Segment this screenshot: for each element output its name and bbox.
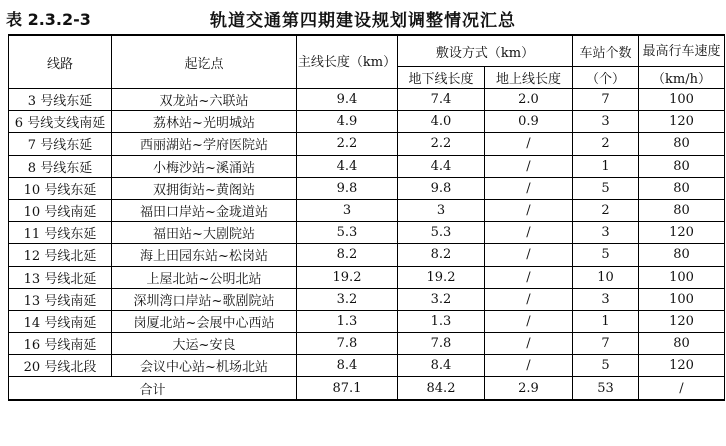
cell-main-length: 9.8	[297, 177, 398, 199]
cell-elevated: /	[485, 133, 573, 155]
table-row	[9, 111, 725, 133]
cell-elevated: 2.0	[485, 89, 573, 111]
cell-speed: 100	[639, 89, 725, 111]
cell-range: 上屋北站~公明北站	[112, 266, 297, 288]
table-row	[9, 333, 725, 355]
cell-line: 13 号线北延	[9, 266, 112, 288]
total-underground: 84.2	[398, 377, 485, 401]
cell-underground: 3	[398, 199, 485, 221]
table-number: 表 2.3.2-3	[6, 10, 91, 29]
cell-line: 6 号线支线南延	[9, 111, 112, 133]
cell-elevated: /	[485, 333, 573, 355]
cell-elevated: /	[485, 222, 573, 244]
table-title: 轨道交通第四期建设规划调整情况汇总	[210, 11, 516, 31]
summary-table	[8, 34, 725, 401]
cell-underground: 8.4	[398, 355, 485, 377]
cell-line: 12 号线北延	[9, 244, 112, 266]
total-label: 合计	[9, 377, 297, 401]
cell-stations: 1	[573, 155, 639, 177]
table-body	[9, 89, 725, 377]
cell-line: 14 号线南延	[9, 310, 112, 332]
total-stations: 53	[573, 377, 639, 401]
cell-main-length: 8.4	[297, 355, 398, 377]
cell-line: 3 号线东延	[9, 89, 112, 111]
cell-underground: 8.2	[398, 244, 485, 266]
col-header-range: 起讫点	[112, 35, 297, 89]
cell-underground: 4.0	[398, 111, 485, 133]
total-length: 87.1	[297, 377, 398, 401]
col-header-max-speed: 最高行车速度	[639, 35, 725, 67]
cell-stations: 3	[573, 288, 639, 310]
cell-line: 16 号线南延	[9, 333, 112, 355]
cell-stations: 2	[573, 199, 639, 221]
cell-range: 双拥街站~黄阁站	[112, 177, 297, 199]
cell-speed: 80	[639, 199, 725, 221]
cell-speed: 120	[639, 310, 725, 332]
cell-main-length: 4.9	[297, 111, 398, 133]
cell-elevated: /	[485, 288, 573, 310]
table-row	[9, 244, 725, 266]
table-row	[9, 355, 725, 377]
cell-underground: 1.3	[398, 310, 485, 332]
cell-range: 西丽湖站~学府医院站	[112, 133, 297, 155]
col-header-line: 线路	[9, 35, 112, 89]
cell-main-length: 3	[297, 199, 398, 221]
table-row	[9, 266, 725, 288]
total-speed: /	[639, 377, 725, 401]
cell-main-length: 1.3	[297, 310, 398, 332]
cell-main-length: 4.4	[297, 155, 398, 177]
table-row	[9, 199, 725, 221]
cell-stations: 10	[573, 266, 639, 288]
col-header-speed-unit: （km/h）	[639, 67, 725, 89]
cell-speed: 80	[639, 333, 725, 355]
cell-speed: 80	[639, 155, 725, 177]
cell-line: 20 号线北段	[9, 355, 112, 377]
table-row	[9, 222, 725, 244]
table-row	[9, 133, 725, 155]
cell-range: 海上田园东站~松岗站	[112, 244, 297, 266]
cell-stations: 7	[573, 333, 639, 355]
cell-elevated: /	[485, 266, 573, 288]
cell-underground: 2.2	[398, 133, 485, 155]
cell-main-length: 2.2	[297, 133, 398, 155]
cell-speed: 120	[639, 111, 725, 133]
total-elevated: 2.9	[485, 377, 573, 401]
cell-speed: 100	[639, 266, 725, 288]
cell-speed: 120	[639, 355, 725, 377]
cell-underground: 9.8	[398, 177, 485, 199]
cell-line: 10 号线东延	[9, 177, 112, 199]
cell-elevated: /	[485, 310, 573, 332]
cell-stations: 3	[573, 222, 639, 244]
cell-stations: 5	[573, 177, 639, 199]
cell-underground: 7.4	[398, 89, 485, 111]
col-header-laying: 敷设方式（km）	[398, 35, 573, 67]
cell-range: 小梅沙站~溪涌站	[112, 155, 297, 177]
cell-range: 大运~安良	[112, 333, 297, 355]
cell-stations: 3	[573, 111, 639, 133]
table-row	[9, 177, 725, 199]
cell-line: 7 号线东延	[9, 133, 112, 155]
cell-elevated: /	[485, 244, 573, 266]
col-header-elevated: 地上线长度	[485, 67, 573, 89]
table-row	[9, 155, 725, 177]
cell-line: 8 号线东延	[9, 155, 112, 177]
cell-speed: 80	[639, 133, 725, 155]
cell-line: 13 号线南延	[9, 288, 112, 310]
cell-main-length: 9.4	[297, 89, 398, 111]
cell-main-length: 8.2	[297, 244, 398, 266]
col-header-stations-unit: （个）	[573, 67, 639, 89]
cell-underground: 3.2	[398, 288, 485, 310]
cell-elevated: /	[485, 177, 573, 199]
table-row	[9, 310, 725, 332]
table-caption	[0, 0, 726, 36]
cell-stations: 7	[573, 89, 639, 111]
cell-elevated: 0.9	[485, 111, 573, 133]
cell-underground: 4.4	[398, 155, 485, 177]
cell-underground: 19.2	[398, 266, 485, 288]
cell-main-length: 19.2	[297, 266, 398, 288]
cell-range: 会议中心站~机场北站	[112, 355, 297, 377]
cell-line: 11 号线东延	[9, 222, 112, 244]
cell-speed: 120	[639, 222, 725, 244]
header-row	[9, 35, 725, 67]
cell-elevated: /	[485, 199, 573, 221]
cell-line: 10 号线南延	[9, 199, 112, 221]
cell-speed: 80	[639, 244, 725, 266]
cell-range: 福田站~大剧院站	[112, 222, 297, 244]
cell-speed: 80	[639, 177, 725, 199]
total-row	[9, 377, 725, 401]
cell-range: 深圳湾口岸站~歌剧院站	[112, 288, 297, 310]
cell-range: 岗厦北站~会展中心西站	[112, 310, 297, 332]
col-header-stations: 车站个数	[573, 35, 639, 67]
cell-main-length: 5.3	[297, 222, 398, 244]
cell-stations: 5	[573, 244, 639, 266]
cell-range: 荔林站~光明城站	[112, 111, 297, 133]
cell-elevated: /	[485, 155, 573, 177]
cell-main-length: 7.8	[297, 333, 398, 355]
cell-stations: 1	[573, 310, 639, 332]
cell-range: 福田口岸站~金珑道站	[112, 199, 297, 221]
col-header-underground: 地下线长度	[398, 67, 485, 89]
table-row	[9, 89, 725, 111]
cell-stations: 2	[573, 133, 639, 155]
cell-elevated: /	[485, 355, 573, 377]
table-row	[9, 288, 725, 310]
cell-main-length: 3.2	[297, 288, 398, 310]
cell-range: 双龙站~六联站	[112, 89, 297, 111]
cell-underground: 7.8	[398, 333, 485, 355]
cell-underground: 5.3	[398, 222, 485, 244]
cell-stations: 5	[573, 355, 639, 377]
col-header-main-length: 主线长度（km）	[297, 35, 398, 89]
cell-speed: 100	[639, 288, 725, 310]
